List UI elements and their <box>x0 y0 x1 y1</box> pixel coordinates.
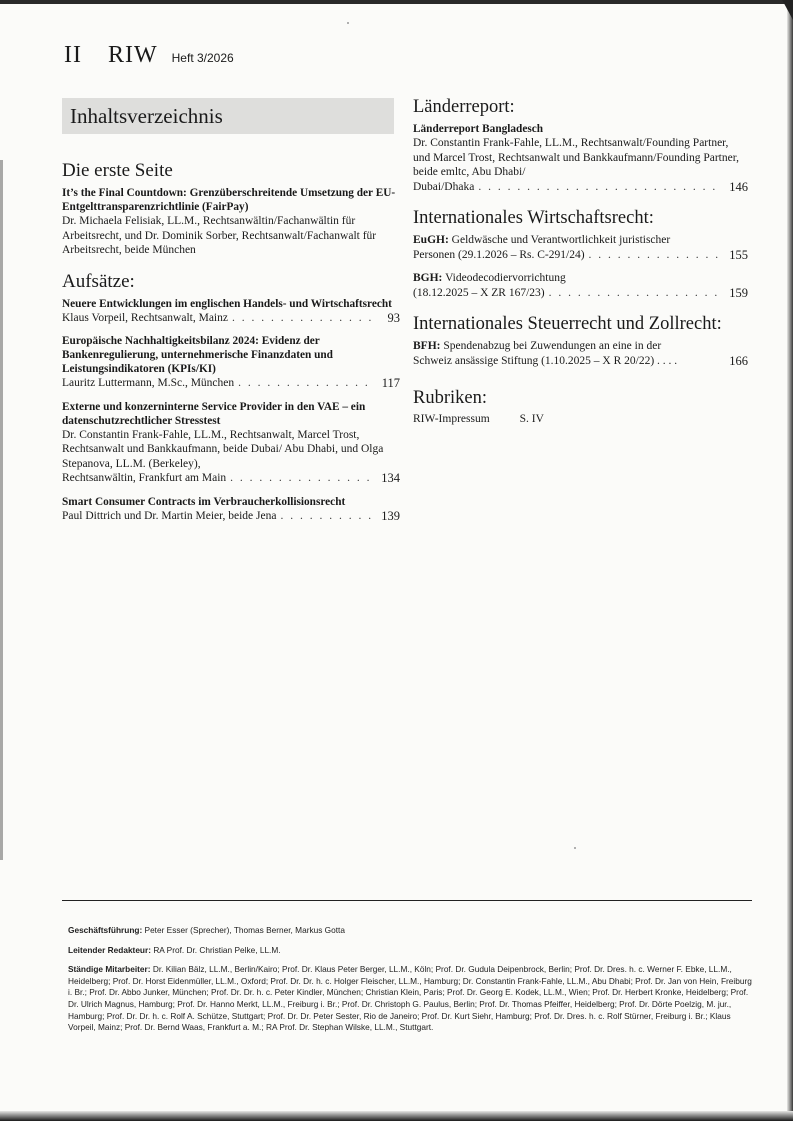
entry-title: Länderreport Bangladesch <box>413 123 544 135</box>
rubrik-label: RIW-Impressum <box>413 413 490 425</box>
leader-dots <box>280 509 372 524</box>
journal-name: RIW <box>107 42 158 68</box>
entry-author-last: Rechtsanwältin, Frankfurt am Main <box>62 472 227 484</box>
toc-title: Inhaltsverzeichnis <box>62 98 394 134</box>
entry-author-last: Dubai/Dhaka <box>413 180 475 193</box>
entry-leader-line <box>62 376 400 391</box>
toc-entry[interactable] <box>62 334 400 391</box>
section-heading: Rubriken: <box>413 388 487 408</box>
leader-dots <box>238 376 372 391</box>
entry-title: Neuere Entwicklungen im englischen Handels- und Wirtschaftsrecht <box>62 297 392 310</box>
contributors-label: Ständige Mitarbeiter: <box>68 964 151 975</box>
entry-text: Videodecodiervorrichtung <box>445 272 566 284</box>
entry-title: Europäische Nachhaltigkeitsbilanz 2024: Evidenz der Bankenregulierung, unternehmerische Finanzdaten und Leistungsindikatoren (KPIs/KI) <box>62 335 333 375</box>
management-text: Peter Esser (Sprecher), Thomas Berner, Markus Gotta <box>144 925 345 935</box>
leader-dots <box>232 311 372 326</box>
entry-author: Paul Dittrich und Dr. Martin Meier, beide Jena <box>62 509 277 522</box>
lead-editor-text: RA Prof. Dr. Christian Pelke, LL.M. <box>153 944 281 955</box>
entry-text-last: Personen (29.1.2026 – Rs. C-291/24) <box>413 248 585 261</box>
scan-speck <box>574 847 576 849</box>
toc-right-column <box>413 96 748 425</box>
entry-leader-line <box>62 509 400 524</box>
entry-page: 93 <box>387 310 400 325</box>
leader-dots <box>549 286 720 301</box>
court-label: BGH: <box>413 272 443 284</box>
entry-leader-line <box>413 248 748 263</box>
entry-text: Geldwäsche und Verantwortlichkeit juristischer <box>451 234 671 246</box>
lead-editor-label: Leitender Redakteur: <box>68 944 151 955</box>
toc-entry[interactable] <box>62 495 400 524</box>
rubrik-page: S. IV <box>519 413 544 425</box>
entry-leader-line <box>413 180 748 195</box>
scan-speck <box>347 22 349 24</box>
page-header <box>64 42 234 72</box>
leader-dots <box>478 180 720 195</box>
page-edge-left <box>0 160 3 860</box>
section-heading: Internationales Wirtschaftsrecht: <box>413 208 654 228</box>
entry-leader-line <box>62 471 400 486</box>
entry-author: Lauritz Luttermann, M.Sc., München <box>62 377 235 389</box>
toc-entry[interactable] <box>62 297 400 326</box>
toc-entry[interactable] <box>62 186 400 258</box>
court-label: BFH: <box>413 340 441 352</box>
entry-author: Dr. Constantin Frank-Fahle, LL.M., Rechtsanwalt, Marcel Trost, Rechtsanwalt und Bankkaufmann, beide Dubai/ Abu Dhabi, und Olga Stepanova, LL.M. (Berkeley), <box>62 428 384 470</box>
entry-text-last: (18.12.2025 – X ZR 167/23) <box>413 286 545 299</box>
entry-title: It’s the Final Countdown: Grenzüberschreitende Umsetzung der EU-Entgelttransparenzrichtlinie (FairPay) <box>62 187 396 213</box>
entry-page: 117 <box>381 376 400 390</box>
section-heading: Die erste Seite <box>62 160 173 181</box>
footer-divider <box>62 900 752 901</box>
entry-text: Spendenabzug bei Zuwendungen an eine in der <box>443 340 662 352</box>
entry-title: Smart Consumer Contracts im Verbraucherkollisionsrecht <box>62 495 346 508</box>
entry-author: Dr. Constantin Frank-Fahle, LL.M., Rechtsanwalt/Founding Partner, und Marcel Trost, Rechtsanwalt und Bankkaufmann/Founding Partner, beide emltc, Abu Dhabi/ <box>413 137 739 178</box>
toc-entry[interactable] <box>413 233 748 262</box>
leader-dots <box>589 248 720 263</box>
entry-page: 159 <box>729 285 748 300</box>
toc-entry[interactable] <box>413 122 748 194</box>
entry-page: 139 <box>381 508 400 523</box>
page-edge-right <box>787 0 793 1121</box>
management-label: Geschäftsführung: <box>68 925 143 935</box>
toc-entry[interactable] <box>413 413 748 425</box>
toc-entry[interactable] <box>413 271 748 300</box>
page-edge-top <box>0 0 793 4</box>
imprint-footer <box>68 925 754 1042</box>
entry-leader-line <box>413 286 748 301</box>
entry-text-last: Schweiz ansässige Stiftung (1.10.2025 – X R 20/22) . . . . <box>413 354 678 367</box>
entry-title: Externe und konzerninterne Service Provider in den VAE – ein datenschutzrechtlicher Stresstest <box>62 400 366 427</box>
section-heading: Länderreport: <box>413 97 515 117</box>
issue-label: Heft 3/2026 <box>171 51 234 65</box>
entry-page: 146 <box>729 179 748 194</box>
leader-dots <box>230 471 372 486</box>
entry-author: Dr. Michaela Felisiak, LL.M., Rechtsanwältin/Fachanwältin für Arbeitsrecht, und Dr. Dominik Sorber, Rechtsanwalt/Fachanwalt für Arbeitsrecht, beide München <box>62 215 377 256</box>
entry-leader-line <box>62 311 400 326</box>
entry-page: 134 <box>381 471 400 485</box>
toc-entry[interactable] <box>62 400 400 486</box>
section-heading: Internationales Steuerrecht und Zollrecht: <box>413 314 722 334</box>
entry-page: 166 <box>729 353 748 368</box>
toc-entry[interactable] <box>413 339 748 368</box>
contributors-text: Dr. Kilian Bälz, LL.M., Berlin/Kairo; Prof. Dr. Klaus Peter Berger, LL.M., Köln; Prof. Dr. Gudula Deipenbrock, Berlin; Prof. Dr. Dres. h. c. Werner F. Ebke, LL.M., Heidelberg; Prof. Dr. Horst Eidenmüller, LL.M., Oxford; Prof. Dr. Dr. h. c. Holger Fleischer, LL.M., Hamburg; Dr. Constantin Frank-Fahle, LL.M., Abu Dhabi; Prof. Dr. Jan von Hein, Freiburg i. Br.; Prof. Dr. Abbo Junker, München; Prof. Dr. Dr. h. c. Peter Kindler, München; Christian Klein, Paris; Prof. Dr. Georg E. Kodek, LL.M., Wien; Prof. Dr. Herbert Kronke, Heidelberg; Prof. Dr. Ulrich Magnus, Hamburg; Prof. Dr. Hanno Merkt, LL.M., Freiburg i. Br.; Prof. Dr. Christoph G. Paulus, Berlin; Prof. Dr. Thomas Pfeiffer, Heidelberg; Prof. Dr. Dörte Poelzig, M. jur., Hamburg; Prof. Dr. Dr. h. c. Rolf A. Schütze, Stuttgart; Prof. Dr. Dr. Peter Sester, Rio de Janeiro; Prof. Dr. Kurt Siehr, Hamburg; Prof. Dr. Dres. h. c. Rolf Stürner, Freiburg i. Br.; Klaus Vorpeil, Mainz; Prof. Dr. Bernd Waas, Frankfurt a. M.; RA Prof. Dr. Stephan Wilske, LL.M., Stuttgart. <box>68 964 752 1033</box>
entry-page: 155 <box>729 247 748 262</box>
page-edge-bottom <box>0 1111 793 1121</box>
court-label: EuGH: <box>413 234 449 246</box>
toc-left-column <box>62 96 400 532</box>
entry-leader-line <box>413 354 748 369</box>
page-number: II <box>64 42 82 68</box>
entry-author: Klaus Vorpeil, Rechtsanwalt, Mainz <box>62 311 228 324</box>
section-heading: Aufsätze: <box>62 270 135 292</box>
